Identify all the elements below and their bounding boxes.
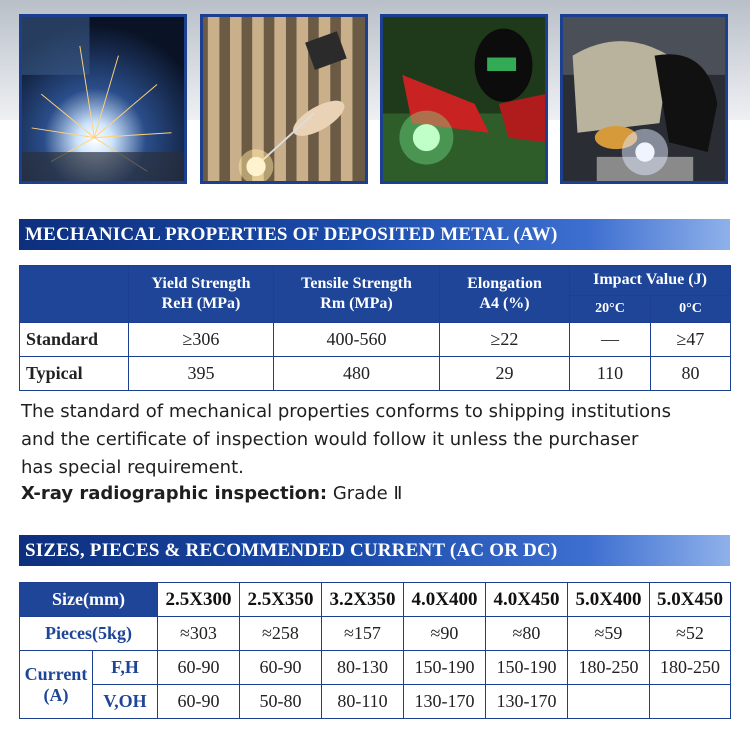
welder-rod-photo bbox=[200, 14, 368, 184]
pieces-cell: ≈59 bbox=[568, 617, 650, 651]
impact-20c-header: 20°C bbox=[570, 295, 651, 322]
current-header bbox=[20, 651, 93, 719]
pieces-cell: ≈52 bbox=[650, 617, 731, 651]
size-col-5: 4.0X450 bbox=[486, 583, 568, 617]
current-fh-row bbox=[20, 651, 731, 685]
mechanical-properties-table bbox=[19, 265, 731, 391]
size-col-3: 3.2X350 bbox=[322, 583, 404, 617]
voh-current-cell: 130-170 bbox=[404, 685, 486, 719]
voh-current-cell bbox=[650, 685, 731, 719]
size-col-1: 2.5X300 bbox=[158, 583, 240, 617]
impact-value-header: Impact Value (J) bbox=[570, 266, 731, 296]
typical-elongation-cell: 29 bbox=[440, 357, 570, 391]
sizes-banner: SIZES, PIECES & RECOMMENDED CURRENT (AC OR DC) bbox=[19, 535, 730, 566]
welder-shield-photo bbox=[560, 14, 728, 184]
size-row bbox=[20, 583, 731, 617]
size-col-2: 2.5X350 bbox=[240, 583, 322, 617]
welding-sparks-photo bbox=[19, 14, 187, 184]
standard-impact-0c-cell: ≥47 bbox=[651, 323, 731, 357]
voh-current-cell: 50-80 bbox=[240, 685, 322, 719]
pieces-cell: ≈303 bbox=[158, 617, 240, 651]
table-row bbox=[20, 357, 731, 391]
standard-note-paragraph bbox=[21, 398, 736, 482]
fh-current-cell: 80-130 bbox=[322, 651, 404, 685]
table-row bbox=[20, 323, 731, 357]
typical-tensile-cell: 480 bbox=[274, 357, 440, 391]
fh-position-label: F,H bbox=[93, 651, 158, 685]
pieces-header: Pieces(5kg) bbox=[20, 617, 158, 651]
typical-impact-20c-cell: 110 bbox=[570, 357, 651, 391]
mechanical-properties-banner: MECHANICAL PROPERTIES OF DEPOSITED METAL (AW) bbox=[19, 219, 730, 250]
impact-0c-header: 0°C bbox=[651, 295, 731, 322]
note-line: and the certificate of inspection would follow it unless the purchaser bbox=[21, 429, 639, 450]
current-unit: (A) bbox=[43, 684, 69, 705]
typical-impact-0c-cell: 80 bbox=[651, 357, 731, 391]
yield-strength-header bbox=[129, 266, 274, 323]
sizes-table bbox=[19, 582, 731, 719]
standard-tensile-cell: 400-560 bbox=[274, 323, 440, 357]
corner-header-cell bbox=[20, 266, 129, 323]
voh-current-cell: 80-110 bbox=[322, 685, 404, 719]
voh-current-cell: 60-90 bbox=[158, 685, 240, 719]
tensile-strength-label: Tensile Strength bbox=[301, 275, 412, 292]
voh-current-cell bbox=[568, 685, 650, 719]
welder-helmet-photo bbox=[380, 14, 548, 184]
typical-yield-cell: 395 bbox=[129, 357, 274, 391]
note-line: has special requirement. bbox=[21, 457, 244, 478]
pieces-cell: ≈80 bbox=[486, 617, 568, 651]
pieces-cell: ≈90 bbox=[404, 617, 486, 651]
xray-label: X-ray radiographic inspection: bbox=[21, 483, 328, 504]
standard-elongation-cell: ≥22 bbox=[440, 323, 570, 357]
size-col-7: 5.0X450 bbox=[650, 583, 731, 617]
yield-strength-label: Yield Strength bbox=[151, 275, 251, 292]
elongation-header bbox=[440, 266, 570, 323]
pieces-cell: ≈157 bbox=[322, 617, 404, 651]
yield-strength-unit: ReH (MPa) bbox=[161, 295, 241, 312]
note-line: The standard of mechanical properties conforms to shipping institutions bbox=[21, 401, 671, 422]
row-label-typical: Typical bbox=[20, 357, 129, 391]
fh-current-cell: 180-250 bbox=[568, 651, 650, 685]
fh-current-cell: 150-190 bbox=[404, 651, 486, 685]
standard-impact-20c-cell: — bbox=[570, 323, 651, 357]
size-col-4: 4.0X400 bbox=[404, 583, 486, 617]
voh-position-label: V,OH bbox=[93, 685, 158, 719]
voh-current-cell: 130-170 bbox=[486, 685, 568, 719]
current-voh-row bbox=[20, 685, 731, 719]
fh-current-cell: 60-90 bbox=[158, 651, 240, 685]
fh-current-cell: 60-90 bbox=[240, 651, 322, 685]
row-label-standard: Standard bbox=[20, 323, 129, 357]
fh-current-cell: 150-190 bbox=[486, 651, 568, 685]
current-label: Current bbox=[24, 663, 88, 684]
xray-inspection-line bbox=[21, 482, 402, 506]
elongation-label: Elongation bbox=[467, 275, 542, 292]
size-col-6: 5.0X400 bbox=[568, 583, 650, 617]
standard-yield-cell: ≥306 bbox=[129, 323, 274, 357]
elongation-unit: A4 (%) bbox=[479, 295, 530, 312]
xray-value: Grade Ⅱ bbox=[332, 483, 403, 504]
tensile-strength-unit: Rm (MPa) bbox=[320, 295, 393, 312]
tensile-strength-header bbox=[274, 266, 440, 323]
pieces-cell: ≈258 bbox=[240, 617, 322, 651]
pieces-row bbox=[20, 617, 731, 651]
fh-current-cell: 180-250 bbox=[650, 651, 731, 685]
size-header: Size(mm) bbox=[20, 583, 158, 617]
